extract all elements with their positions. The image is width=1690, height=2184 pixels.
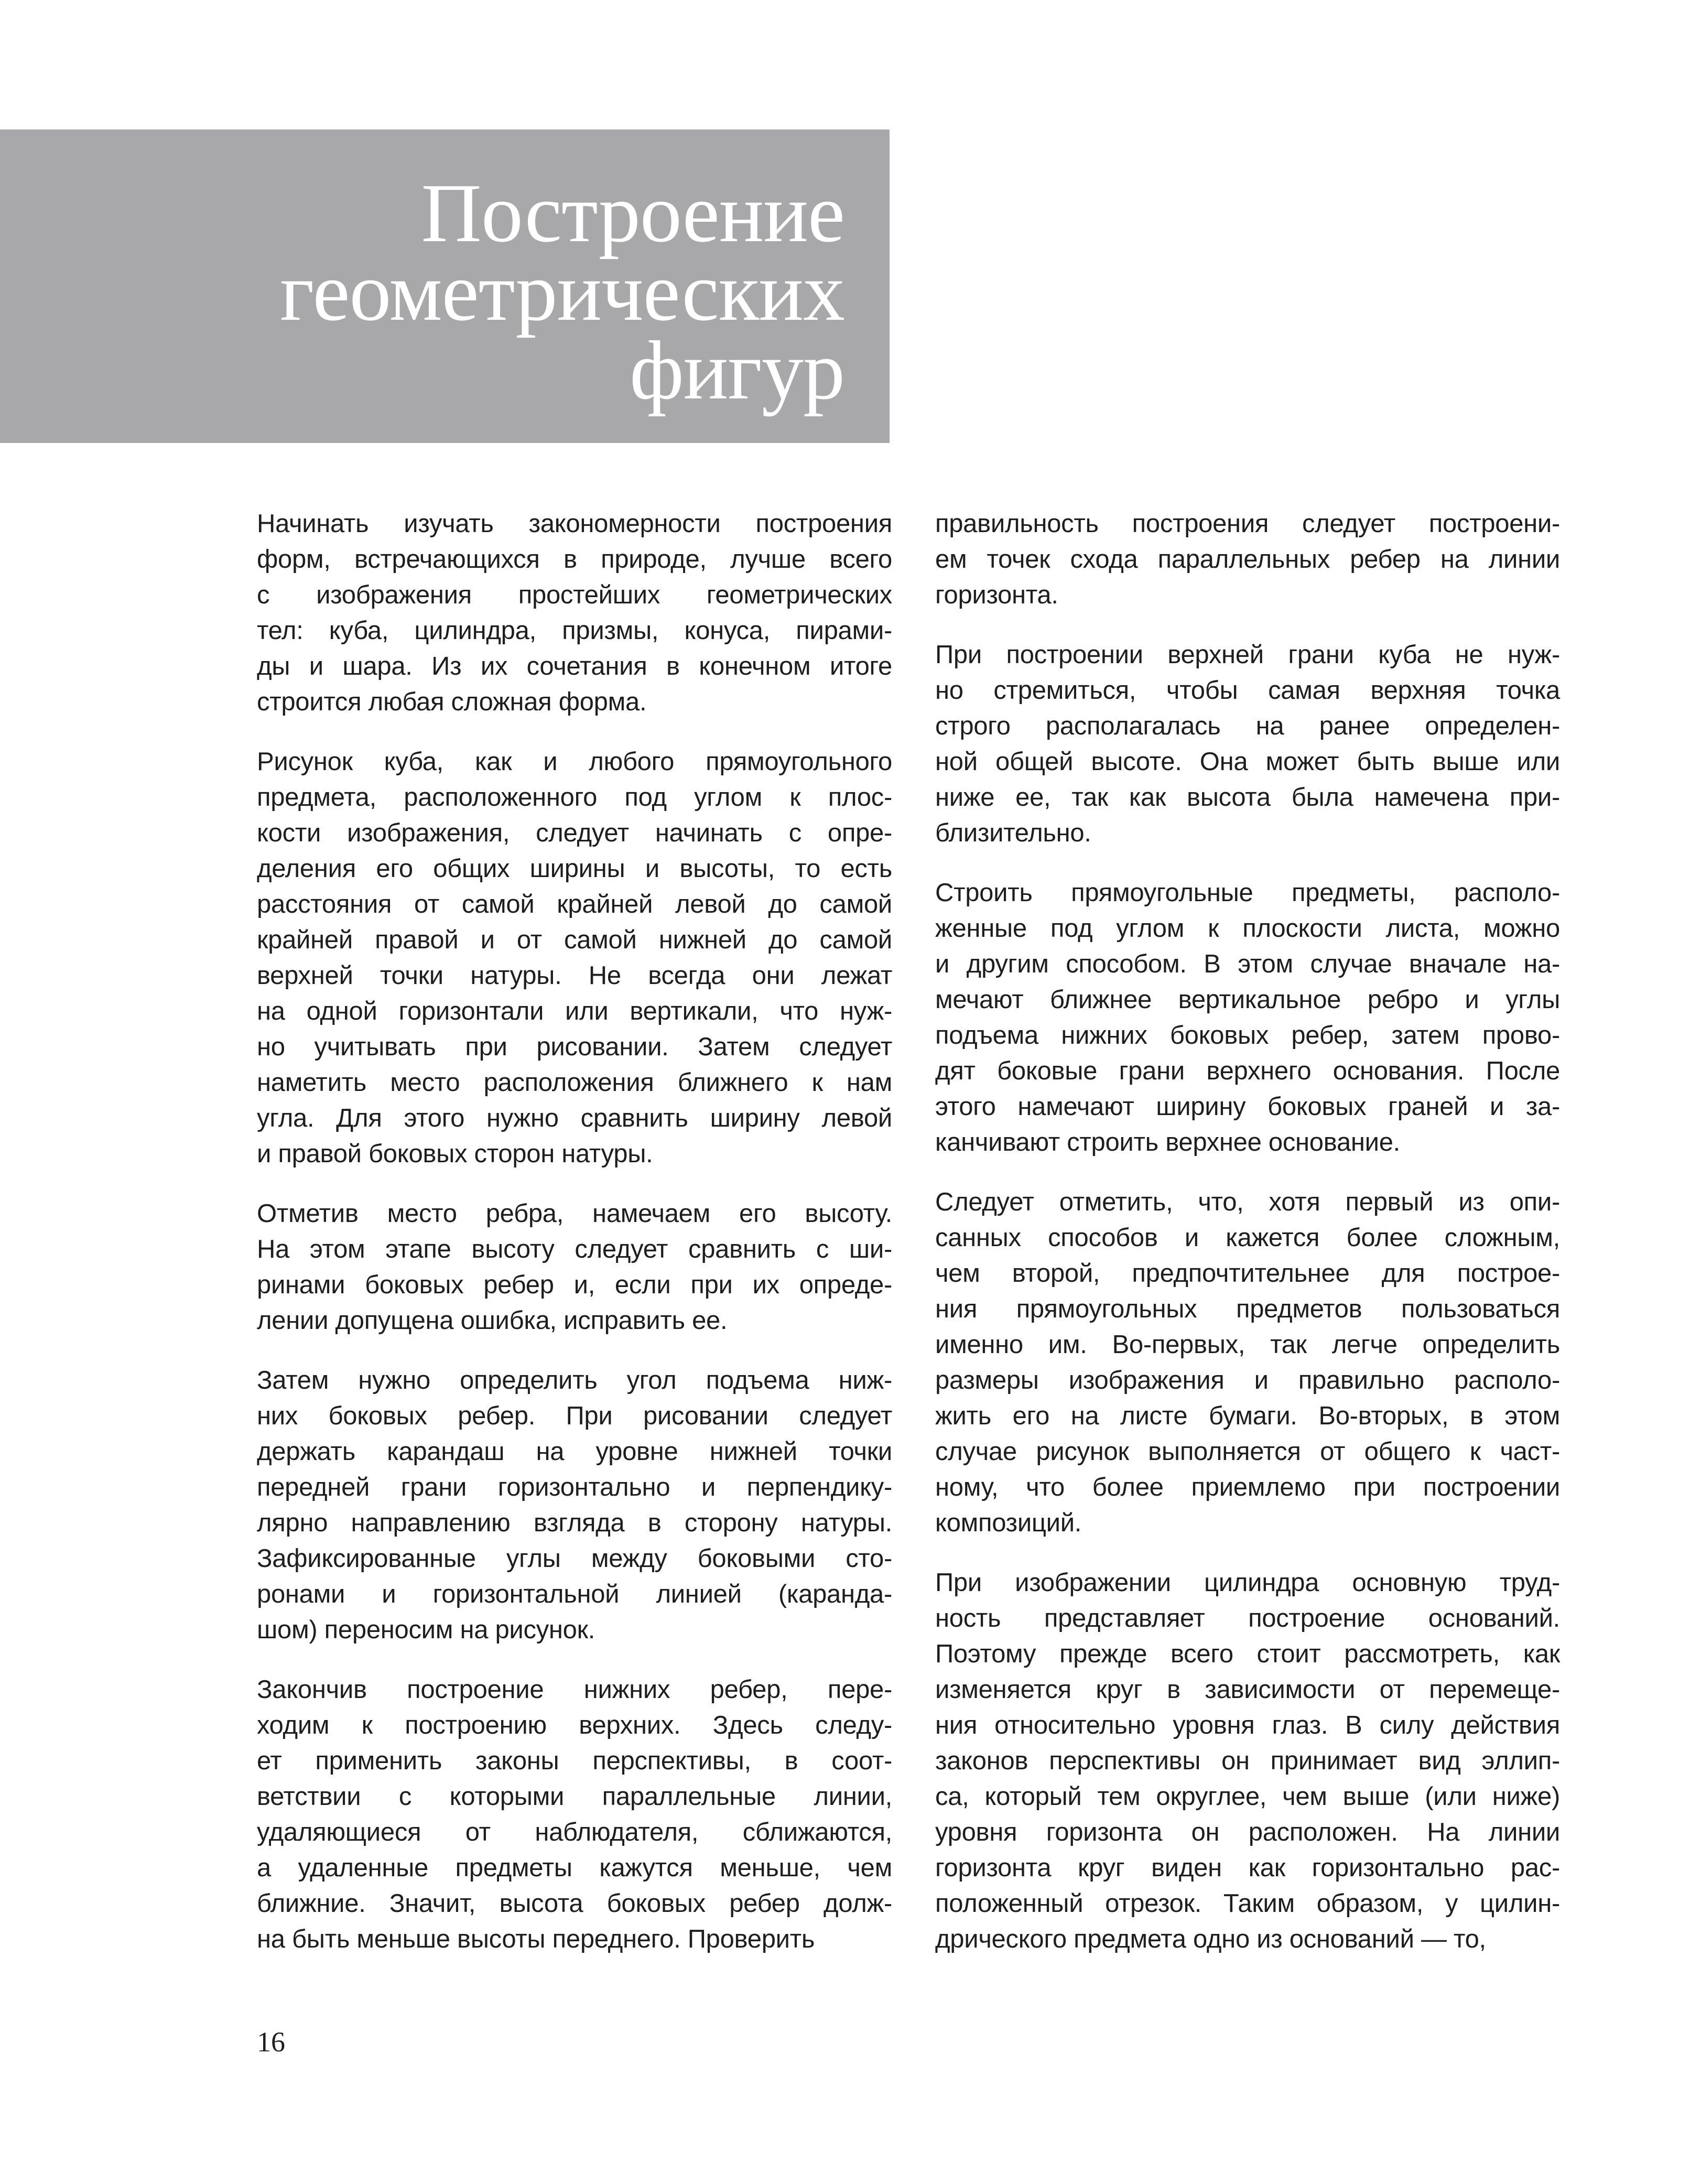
text-line: композиций.	[935, 1509, 1082, 1537]
text-line: женные под углом к плоскости листа, можно	[935, 914, 1560, 943]
text-line: Следует отметить, что, хотя первый из опи-	[935, 1188, 1560, 1216]
text-line: строится любая сложная форма.	[257, 688, 647, 716]
text-line: крайней правой и от самой нижней до самой	[257, 926, 892, 954]
text-line: форм, встречающихся в природе, лучше всего	[257, 545, 892, 574]
chapter-title	[279, 166, 844, 417]
text-line: расстояния от самой крайней левой до самой	[257, 890, 892, 918]
text-line: положенный отрезок. Таким образом, у цилин-	[935, 1889, 1560, 1918]
text-line: на быть меньше высоты переднего. Проверить	[257, 1925, 815, 1953]
paragraph	[257, 1196, 892, 1338]
text-line: законов перспективы он принимает вид эллип-	[935, 1747, 1560, 1775]
text-line: размеры изображения и правильно располо-	[935, 1366, 1560, 1394]
text-line: Начинать изучать закономерности построения	[257, 510, 892, 538]
text-line: на одной горизонтали или вертикали, что нуж-	[257, 997, 892, 1025]
text-line: санных способов и кажется более сложным,	[935, 1224, 1560, 1252]
paragraph	[935, 1184, 1560, 1541]
chapter-title-line-3: фигур	[630, 323, 844, 417]
text-line: Затем нужно определить угол подъема ниж-	[257, 1366, 892, 1394]
text-line: Рисунок куба, как и любого прямоугольного	[257, 748, 892, 776]
text-line: ветствии с которыми параллельные линии,	[257, 1782, 892, 1811]
text-line: ность представляет построение оснований.	[935, 1604, 1560, 1632]
text-line: случае рисунок выполняется от общего к част-	[935, 1437, 1560, 1466]
text-line: и другим способом. В этом случае вначале на-	[935, 950, 1560, 978]
text-line: Отметив место ребра, намечаем его высоту.	[257, 1199, 892, 1228]
text-line: лярно направлению взгляда в сторону натуры.	[257, 1509, 892, 1537]
text-line: но учитывать при рисовании. Затем следует	[257, 1033, 892, 1061]
text-line: них боковых ребер. При рисовании следует	[257, 1402, 892, 1430]
text-column-right	[935, 506, 1560, 1957]
text-line: дят боковые грани верхнего основания. После	[935, 1057, 1560, 1085]
text-line: удаляющиеся от наблюдателя, сближаются,	[257, 1818, 892, 1846]
text-line: близительно.	[935, 819, 1091, 847]
text-line: са, который тем округлее, чем выше (или ниже)	[935, 1782, 1560, 1811]
text-line: ет применить законы перспективы, в соот-	[257, 1747, 892, 1775]
page-number: 16	[257, 2026, 285, 2058]
chapter-title-line-1: Построение	[421, 166, 844, 260]
text-line: ходим к построению верхних. Здесь следу-	[257, 1711, 892, 1739]
text-line: Поэтому прежде всего стоит рассмотреть, как	[935, 1640, 1560, 1668]
paragraph	[935, 506, 1560, 613]
text-line: При изображении цилиндра основную труд-	[935, 1569, 1560, 1597]
text-line: горизонта круг виден как горизонтально рас-	[935, 1854, 1560, 1882]
text-line: правильность построения следует построени-	[935, 510, 1560, 538]
text-line: держать карандаш на уровне нижней точки	[257, 1437, 892, 1466]
text-line: мечают ближнее вертикальное ребро и углы	[935, 986, 1560, 1014]
paragraph	[935, 1565, 1560, 1957]
paragraph	[257, 1363, 892, 1648]
text-line: При построении верхней грани куба не нуж-	[935, 641, 1560, 669]
text-line: чем второй, предпочтительнее для построе-	[935, 1259, 1560, 1288]
paragraph	[257, 744, 892, 1172]
text-line: ному, что более приемлемо при построении	[935, 1473, 1560, 1501]
text-line: угла. Для этого нужно сравнить ширину левой	[257, 1104, 892, 1132]
text-line: кости изображения, следует начинать с опре-	[257, 819, 892, 847]
paragraph	[257, 506, 892, 720]
text-line: горизонта.	[935, 581, 1058, 609]
text-line: наметить место расположения ближнего к нам	[257, 1068, 892, 1097]
text-line: предмета, расположенного под углом к плос-	[257, 783, 892, 812]
text-line: лении допущена ошибка, исправить ее.	[257, 1306, 728, 1335]
text-line: ной общей высоте. Она может быть выше или	[935, 748, 1560, 776]
text-line: изменяется круг в зависимости от перемеще-	[935, 1675, 1560, 1704]
chapter-title-line-2: геометрических	[279, 245, 844, 338]
text-line: дрического предмета одно из оснований — то,	[935, 1925, 1486, 1953]
text-line: строго располагалась на ранее определен-	[935, 712, 1560, 740]
text-line: Зафиксированные углы между боковыми сто-	[257, 1544, 892, 1573]
text-line: подъема нижних боковых ребер, затем прово-	[935, 1021, 1560, 1050]
paragraph	[257, 1672, 892, 1957]
text-line: деления его общих ширины и высоты, то есть	[257, 855, 892, 883]
paragraph	[935, 875, 1560, 1160]
text-line: а удаленные предметы кажутся меньше, чем	[257, 1854, 892, 1882]
text-line: ды и шара. Из их сочетания в конечном итоге	[257, 652, 892, 680]
text-line: канчивают строить верхнее основание.	[935, 1128, 1400, 1156]
text-line: но стремиться, чтобы самая верхняя точка	[935, 676, 1560, 705]
text-line: ния относительно уровня глаз. В силу действия	[935, 1711, 1560, 1739]
text-line: ронами и горизонтальной линией (каранда-	[257, 1580, 892, 1608]
text-line: ниже ее, так как высота была намечена при-	[935, 783, 1560, 812]
text-line: жить его на листе бумаги. Во-вторых, в этом	[935, 1402, 1560, 1430]
text-line: и правой боковых сторон натуры.	[257, 1140, 653, 1168]
text-line: ния прямоугольных предметов пользоваться	[935, 1295, 1560, 1323]
text-line: этого намечают ширину боковых граней и за-	[935, 1093, 1560, 1121]
text-line: именно им. Во-первых, так легче определить	[935, 1331, 1560, 1359]
text-line: ближние. Значит, высота боковых ребер долж-	[257, 1889, 892, 1918]
text-column-left	[257, 506, 892, 1957]
text-line: шом) переносим на рисунок.	[257, 1616, 595, 1644]
text-line: Строить прямоугольные предметы, располо-	[935, 879, 1560, 907]
text-line: ринами боковых ребер и, если при их опреде-	[257, 1271, 892, 1299]
text-line: передней грани горизонтально и перпендику-	[257, 1473, 892, 1501]
chapter-banner	[0, 129, 890, 443]
text-line: уровня горизонта он расположен. На линии	[935, 1818, 1560, 1846]
paragraph	[935, 637, 1560, 851]
text-line: верхней точки натуры. Не всегда они лежат	[257, 961, 892, 990]
text-line: На этом этапе высоту следует сравнить с ши-	[257, 1235, 892, 1263]
text-line: Закончив построение нижних ребер, пере-	[257, 1675, 892, 1704]
text-line: с изображения простейших геометрических	[257, 581, 892, 609]
text-line: ем точек схода параллельных ребер на линии	[935, 545, 1560, 574]
text-line: тел: куба, цилиндра, призмы, конуса, пирами-	[257, 617, 892, 645]
